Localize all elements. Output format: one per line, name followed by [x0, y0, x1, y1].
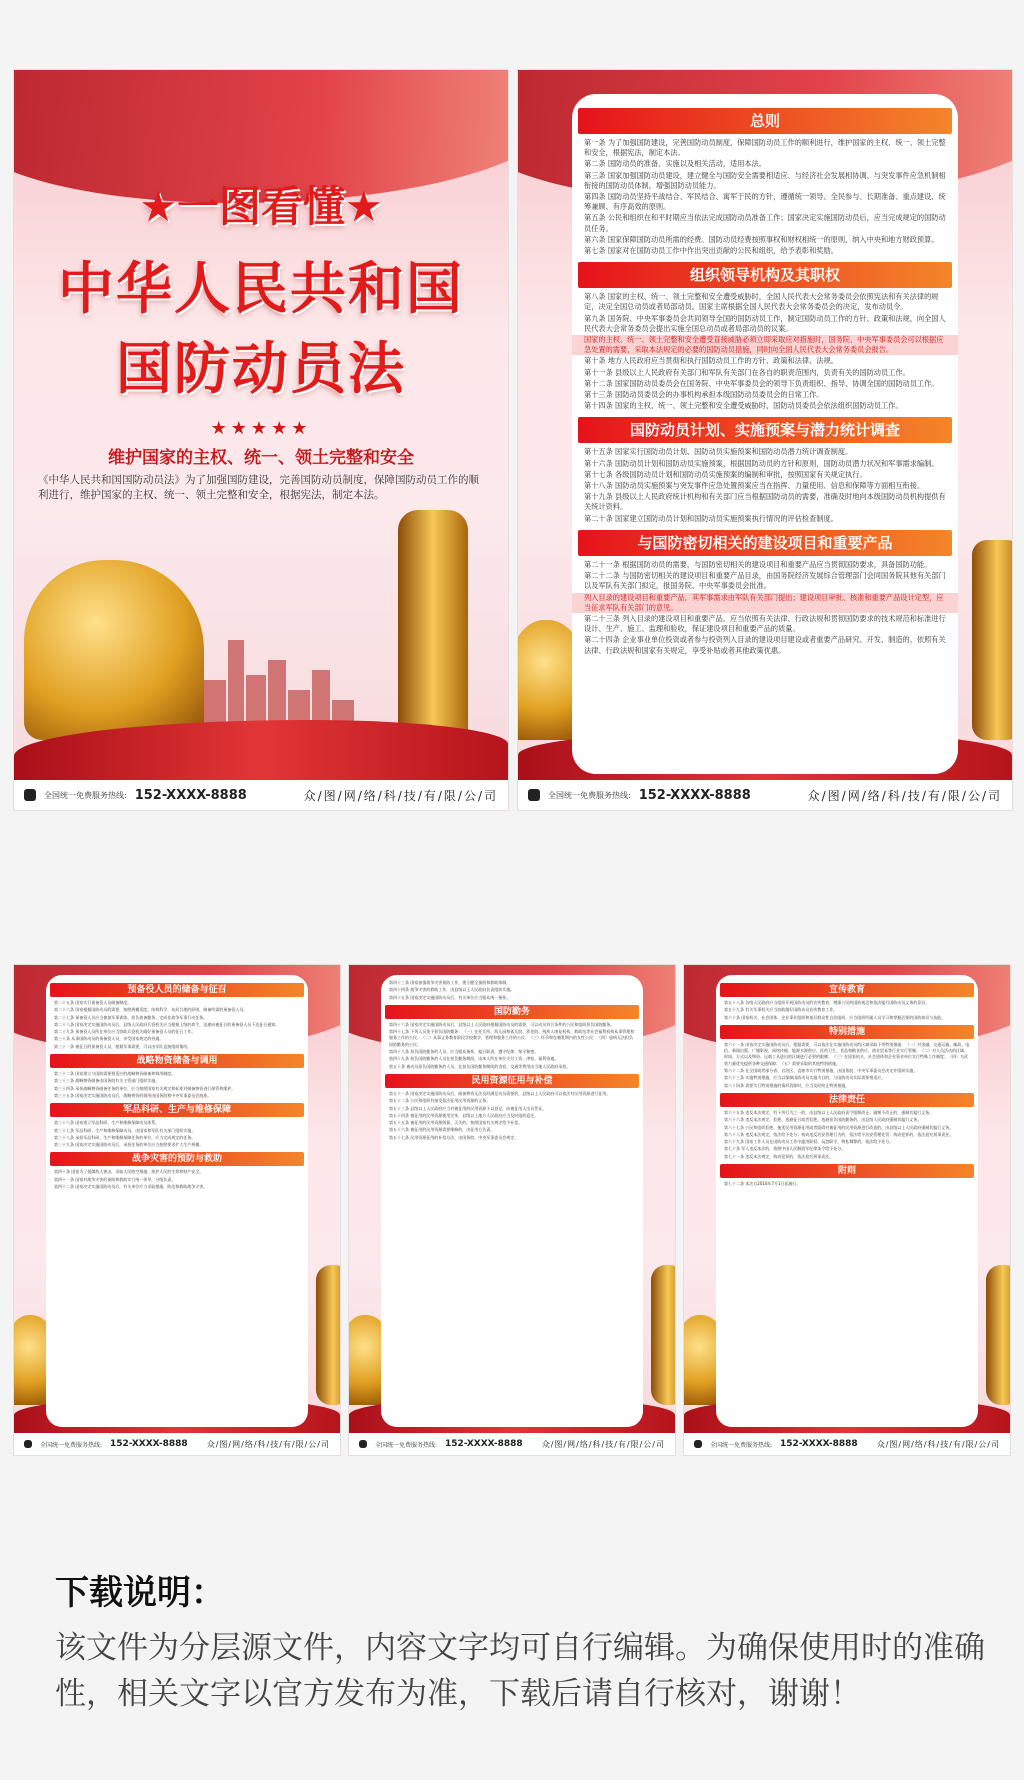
article-text: 第四十四条 战争灾害的救助工作，由县级以上人民政府负责组织实施。 [389, 987, 515, 993]
article-text: 第三十五条 国家决定实施国防动员后，战略物资的调用由国务院和中央军事委员会批准。 [54, 1092, 212, 1098]
article-text: 第三十条 从事国防动员的预备役人员，享受国家规定的待遇。 [54, 1036, 164, 1042]
article-text: 第三十一条 被征召的预备役人员，根据军事需要，可以由军队直接组织集结。 [54, 1043, 192, 1049]
article-text: 国家的主权、统一、领土完整和安全遭受直接威胁必须立即采取应对措施时，国务院、中央军事委员会可以根据应急处置的需要，采取本法规定的必要的国防动员措施，同时向全国人民代表大会常务委员会报告。 [572, 335, 958, 355]
article-text: 第三十四条 承担战略物资储备任务的单位，应当按照国家有关规定和标准对储备物资进行保管和维护。 [54, 1085, 236, 1091]
hotline-label: 全国统一免费服务热线: [710, 1441, 773, 1449]
huabiao-pillar-icon [651, 1265, 675, 1405]
article-text: 第六十四条 需要实行特别措施的情形消除时，应当及时终止特别措施。 [724, 1082, 850, 1088]
article-text: 第二十条 国家建立国防动员计划和国防动员实施预案执行情况的评估检查制度。 [584, 513, 838, 523]
hotline-number: 152-XXXX-8888 [780, 1439, 858, 1449]
article-text: 第十三条 国防动员委员会的办事机构承担本级国防动员委员会的日常工作。 [584, 390, 824, 400]
text-panel [381, 975, 643, 1427]
cover-title-line2: 国防动员法 [116, 337, 406, 402]
article-text: 第二十三条 列入目录的建设项目和重要产品，应当依照有关法律、行政法规和贯彻国防要求的技术规范和标准进行设计、生产、施工、监理和验收，保证建设项目和重要产品的质量。 [584, 613, 946, 634]
poster-footer [518, 780, 1012, 810]
article-text: 第四十一条 国家对战争灾害的预防和救助实行统一领导、分级负责。 [54, 1176, 176, 1182]
section-heading: 战争灾害的预防与救助 [50, 1152, 304, 1166]
article-text: 第六十七条 公民和组织拒绝、拖延民用资源征用或者阻碍对被征用的民用资源进行改造的，由县级以上人民政府强制其履行义务。 [724, 1124, 954, 1130]
poster-special-measures [684, 965, 1010, 1455]
article-text: 第三条 国家加强国防动员建设，建立健全与国防安全需要相适应、与经济社会发展相协调、与突发事件应急机制相衔接的国防动员体制，增强国防动员能力。 [584, 170, 946, 190]
article-text: 第二十七条 预备役人员应当参加军事训练、担负战备勤务、完成非战争军事行动任务。 [54, 1014, 208, 1020]
huabiao-pillar-icon [986, 1265, 1010, 1405]
article-text: 第五条 公民和组织在和平时期应当依法完成国防动员准备工作；国家决定实施国防动员后，应当完成规定的国防动员任务。 [584, 213, 946, 233]
section-heading: 国防勤务 [385, 1005, 639, 1019]
hotline-number: 152-XXXX-8888 [638, 787, 751, 803]
article-text: 第一条 为了加强国防建设，完善国防动员制度，保障国防动员工作的顺利进行，维护国家的主权、统一、领土完整和安全，根据宪法，制定本法。 [584, 138, 946, 158]
section-heading: 预备役人员的储备与征召 [50, 983, 304, 997]
article-text: 第三十六条 国家建立军品科研、生产和维修保障动员体系。 [54, 1120, 160, 1126]
download-note-body: 该文件为分层源文件，内容文字均可自行编辑。为确保使用时的准确性，相关文字以官方发布为准，下载后请自行核对，谢谢！ [55, 1630, 985, 1712]
article-text: 第三十七条 军品科研、生产和维修保障动员，由国家和军队有关部门组织实施。 [54, 1127, 196, 1133]
article-text: 第二十九条 预备役人员所在单位应当协助兵役机关做好预备役人员的征召工作。 [54, 1029, 196, 1035]
poster-footer [684, 1433, 1010, 1455]
article-text: 第十条 地方人民政府应当贯彻和执行国防动员工作的方针、政策和法律、法规。 [584, 356, 838, 366]
company-name: 众/图/网/络/科/技/有/限/公/司 [807, 788, 1002, 803]
article-text: 第十一条 县级以上人民政府有关部门和军队有关部门在各自的职责范围内，负责有关的国防动员工作。 [584, 367, 910, 377]
text-panel [46, 975, 308, 1427]
section-heading: 总则 [578, 108, 952, 134]
article-text: 第九条 国务院、中央军事委员会共同领导全国的国防动员工作，制定国防动员工作的方针、政策和法规，向全国人民代表大会常务委员会提出实施全国总动员或者局部动员的议案。 [584, 313, 946, 333]
article-text: 第六十八条 违反本法规定，依法给予处分；构成违反治安管理行为的，依法给予治安管理处罚；构成犯罪的，依法追究刑事责任。 [724, 1131, 954, 1137]
hotline-number: 152-XXXX-8888 [110, 1439, 188, 1449]
cover-intro: 《中华人民共和国国防动员法》为了加强国防建设，完善国防动员制度，保障国防动员工作的顺利进行，维护国家的主权、统一、领土完整和安全，根据宪法，制定本法。 [38, 474, 479, 501]
article-text: 第十二条 国家国防动员委员会在国务院、中央军事委员会的领导下负责组织、指导、协调全国的国防动员工作。 [584, 378, 939, 388]
article-text: 第四十八条 担负国防勤务的人员，应当服从指挥，履行职责，遵守纪律，保守秘密。 [389, 1049, 539, 1055]
article-text: 第四十九条 担负国防勤务的人员在担负勤务期间，由本人所在单位支付工资、津贴、福利待遇。 [389, 1056, 559, 1062]
article-text: 列入目录的建设项目和重要产品，其军事需求由军队有关部门提出；建设项目审批、核准和重要产品设计定型，应当征求军队有关部门的意见。 [572, 593, 958, 613]
article-text: 第三十八条 承担军品科研、生产和维修保障任务的单位，应当完成规定的任务。 [54, 1134, 196, 1140]
article-text: 第七十条 军人违反本法的，依照中国人民解放军纪律条令给予处分。 [724, 1146, 846, 1152]
article-text: 第五十八条 各级人民政府应当组织开展国防动员的宣传教育，增强公民的国防观念和依法履行国防动员义务的意识。 [724, 1000, 930, 1005]
article-text: 第四十三条 国家加强战争灾害预防工作，建立健全预防和救助体制。 [389, 980, 511, 985]
poster-cover [14, 70, 508, 810]
phone-icon [528, 789, 540, 801]
section-heading: 战略物资储备与调用 [50, 1054, 304, 1068]
article-text: 第七十一条 违反本法规定，构成犯罪的，依法追究刑事责任。 [724, 1153, 834, 1159]
article-text: 第二十一条 根据国防动员的需要，与国防密切相关的建设项目和重要产品应当贯彻国防要求，具备国防功能。 [584, 559, 932, 569]
hotline-number: 152-XXXX-8888 [134, 787, 247, 803]
article-text: 第十九条 县级以上人民政府统计机构和有关部门应当根据国防动员的需要，准确及时地向本级国防动员机构提供有关统计资料。 [584, 492, 946, 512]
cover-slogan: 维护国家的主权、统一、领土完整和安全 [108, 448, 414, 468]
cover-title-line1: 中华人民共和国 [58, 257, 464, 322]
article-text: 第五十六条 被征用的民用资源需要维修的，由征用方负责。 [389, 1127, 495, 1133]
article-text: 第六十一条 国家决定实施国防动员后，根据需要，可以依法在实施国防动员的区域采取下列特别措施：（一）对金融、交通运输、邮政、电信、新闻出版、广播影视、网络传输、能源水源供应、医药卫生、食品和粮食供应、商业贸易等行业实行管制；（二）对人员活动的区域、时间、方式以及物资、运载工具进出的区域进行必要的限制；（三）在国家机关、社会团体和企业事业单位实行特殊工作制度；（四）为武装力量优先提供各种交通保障；（五）需要采取的其他特别措施。 [724, 1041, 970, 1066]
article-text: 第二十四条 企业事业单位投资或者参与投资列入目录的建设项目建设或者重要产品研究、开发、制造的，依照有关法律、行政法规和国家有关规定，享受补贴或者其他政策优惠。 [584, 635, 946, 655]
article-text: 第四条 国防动员坚持平战结合、军民结合、寓军于民的方针，遵循统一领导、全民参与、长期准备、重点建设、统筹兼顾、有序高效的原则。 [584, 192, 946, 212]
phone-icon [24, 1440, 32, 1448]
article-text: 第十五条 国家实行国防动员计划、国防动员实施预案和国防动员潜力统计调查制度。 [584, 447, 853, 457]
article-text: 第五十三条 县级以上人民政府应当对被征用的民用资源予以登记，向被征用人出具凭证。 [389, 1105, 547, 1111]
article-text: 第十四条 国家的主权、统一、领土完整和安全遭受威胁时，国防动员委员会依法组织国防动员工作。 [584, 401, 903, 411]
poster-footer [349, 1433, 675, 1455]
download-note-title: 下载说明： [55, 1573, 225, 1613]
section-heading: 组织领导机构及其职权 [578, 262, 952, 288]
article-text: 第十八条 国防动员实施预案与突发事件应急处置预案应当在指挥、力量使用、信息和保障等方面相互衔接。 [584, 481, 925, 491]
section-heading: 特别措施 [720, 1025, 974, 1039]
article-text: 第六十六条 违反本法规定，拒绝、逃避征召或者拒绝、逃避担负国防勤务的，由县级人民政府强制其履行义务。 [724, 1117, 922, 1123]
article-text: 第十六条 国防动员计划和国防动员实施预案，根据国防动员的方针和原则，国防动员潜力状况和军事需求编制。 [584, 458, 939, 468]
text-panel [716, 975, 978, 1427]
article-text: 第二十六条 国家根据国防动员的需要，按照规模适度、结构科学、布局合理的原则，储备所需的预备役人员。 [54, 1007, 248, 1013]
huabiao-pillar-icon [316, 1265, 340, 1405]
poster-footer [14, 780, 508, 810]
poster-footer [14, 1433, 340, 1455]
article-text: 第五十二条 公民和组织有接受依法征用民用资源的义务。 [389, 1098, 491, 1104]
section-heading: 国防动员计划、实施预案与潜力统计调查 [578, 417, 952, 443]
poster-general-provisions [518, 70, 1012, 810]
article-text: 第六十五条 违反本法规定，有下列行为之一的，由县级以上人民政府责令限期改正；逾期不改正的，强制其履行义务。 [724, 1109, 934, 1115]
article-text: 第五十四条 被征用的民用资源使用完毕，县级以上地方人民政府应当及时组织返还。 [389, 1112, 539, 1118]
article-text: 第八条 国家的主权、统一、领土完整和安全遭受威胁时，全国人民代表大会常务委员会依照宪法和有关法律的规定，决定全国总动员或者局部动员。国家主席根据全国人民代表大会常务委员会的决定，发布动员令。 [584, 292, 939, 312]
section-heading: 法律责任 [720, 1093, 974, 1107]
huabiao-pillar-icon [972, 540, 1012, 740]
phone-icon [359, 1440, 367, 1448]
article-text: 第六条 国家保障国防动员所需的经费。国防动员经费按照事权和财权相统一的原则，纳入中央和地方财政预算。 [584, 234, 939, 244]
cover-subtitle: ★一图看懂★ [139, 182, 383, 231]
section-heading: 宣传教育 [720, 983, 974, 997]
hotline-label: 全国统一免费服务热线: [548, 790, 631, 800]
star-row: ★★★★★ [210, 418, 312, 439]
hotline-label: 全国统一免费服务热线: [44, 790, 127, 800]
phone-icon [24, 789, 36, 801]
section-heading: 民用资源征用与补偿 [385, 1074, 639, 1088]
article-text: 第五十一条 国家决定实施国防动员后，储备物资无法及时满足动员需要的，县级以上人民政府可以依法对民用资源进行征用。 [389, 1090, 611, 1096]
article-text: 第二十八条 国家决定实施国防动员后，县级人民政府兵役机关应当根据上级的命令，迅速向被征召的预备役人员下达征召通知。 [54, 1021, 280, 1027]
article-text: 第三十三条 战略物资储备由国务院有关主管部门组织实施。 [54, 1078, 160, 1084]
text-panel [572, 94, 958, 774]
poster-defense-service [349, 965, 675, 1455]
article-text: 第三十九条 国家决定实施国防动员后，承担任务的单位应当按照要求扩大生产规模。 [54, 1142, 204, 1148]
article-text: 第五十条 被动员担负国防勤务的人员，在担负国防勤务期间的食宿、交通等费用由当地人民政府承担。 [389, 1063, 571, 1069]
article-text: 第三十二条 国家建立与国防需要相适应的战略物资储备和调用制度。 [54, 1071, 176, 1077]
article-text: 第二条 国防动员的准备、实施以及相关活动，适用本法。 [584, 159, 766, 169]
poster-reserve [14, 965, 340, 1455]
article-text: 第十七条 各级国防动员计划和国防动员实施预案的编制和审批，按照国家有关规定执行。 [584, 469, 867, 479]
section-heading: 与国防密切相关的建设项目和重要产品 [578, 530, 952, 556]
hotline-label: 全国统一免费服务热线: [375, 1441, 438, 1449]
article-text: 第六十三条 实施特别措施，应当以保障国防动员实施为目的，与国防动员实际需要相适应。 [724, 1075, 886, 1081]
article-text: 第四十五条 国家决定实施国防动员后，有关单位应当服从统一指挥。 [389, 994, 511, 1000]
section-heading: 军品科研、生产与维修保障 [50, 1103, 304, 1117]
section-heading: 附则 [720, 1164, 974, 1178]
hotline-number: 152-XXXX-8888 [445, 1439, 523, 1449]
company-name: 众/图/网/络/科/技/有/限/公/司 [206, 1439, 330, 1449]
golden-lion-icon [24, 560, 204, 740]
company-name: 众/图/网/络/科/技/有/限/公/司 [876, 1439, 1000, 1449]
company-name: 众/图/网/络/科/技/有/限/公/司 [541, 1439, 665, 1449]
article-text: 第五十七条 民用资源征用的补偿办法，由国务院、中央军事委员会规定。 [389, 1134, 519, 1140]
phone-icon [694, 1440, 702, 1448]
article-text: 第四十七条 下列人员免予担负国防勤务：（一）在托儿所、幼儿园和孤儿院、养老院、残疾人康复机构、救助站等社会福利机构从事管理和服务工作的公民；（二）从事义务教育阶段学校教学、管理和服务工作的公民；（三）怀孕和在哺乳期内的女性公民；（四）患病无法担负国防勤务的公民。 [389, 1029, 635, 1047]
article-text: 第六十二条 在全国或者部分省、自治区、直辖市实行特别措施，由国务院、中央军事委员会决定并组织实施。 [724, 1068, 918, 1074]
article-text: 第七十二条 本法自2010年7月1日起施行。 [724, 1181, 801, 1187]
article-text: 第五十五条 被征用的民用资源毁损、灭失的，按照国家有关规定给予补偿。 [389, 1120, 523, 1126]
company-name: 众/图/网/络/科/技/有/限/公/司 [303, 788, 498, 803]
article-text: 第二十五条 国家实行预备役人员储备制度。 [54, 1000, 132, 1005]
article-text: 第五十九条 有关军事机关应当协助做好国防动员宣传教育工作。 [724, 1007, 838, 1013]
article-text: 第四十条 国家为了抵御敌人袭击，采取人民防空措施，保护人民的生命和财产安全。 [54, 1169, 204, 1175]
article-text: 第六十条 国家机关、社会团体、企业事业组织和基层群众性自治组织，应当组织所属人员学习和掌握必要的国防知识与技能。 [724, 1014, 946, 1020]
article-text: 第四十二条 国家决定实施国防动员后，有关单位应当采取措施，防范和救助战争灾害。 [54, 1184, 208, 1190]
hotline-label: 全国统一免费服务热线: [40, 1441, 103, 1449]
article-text: 第二十二条 与国防密切相关的建设项目和重要产品目录，由国务院经济发展综合管理部门会同国务院其他有关部门以及军队有关部门拟定，报国务院、中央军事委员会批准。 [584, 571, 946, 591]
article-text: 第七条 国家对在国防动员工作中作出突出贡献的公民和组织，给予表彰和奖励。 [584, 246, 838, 256]
article-text: 第六十九条 国家工作人员在国防动员工作中滥用职权、玩忽职守、徇私舞弊的，依法给予处分。 [724, 1139, 894, 1145]
article-text: 第四十六条 国家决定实施国防动员后，县级以上人民政府根据国防动员的需要，可以动员符合条件的公民和组织担负国防勤务。 [389, 1021, 615, 1027]
huabiao-pillar-icon [398, 510, 468, 740]
